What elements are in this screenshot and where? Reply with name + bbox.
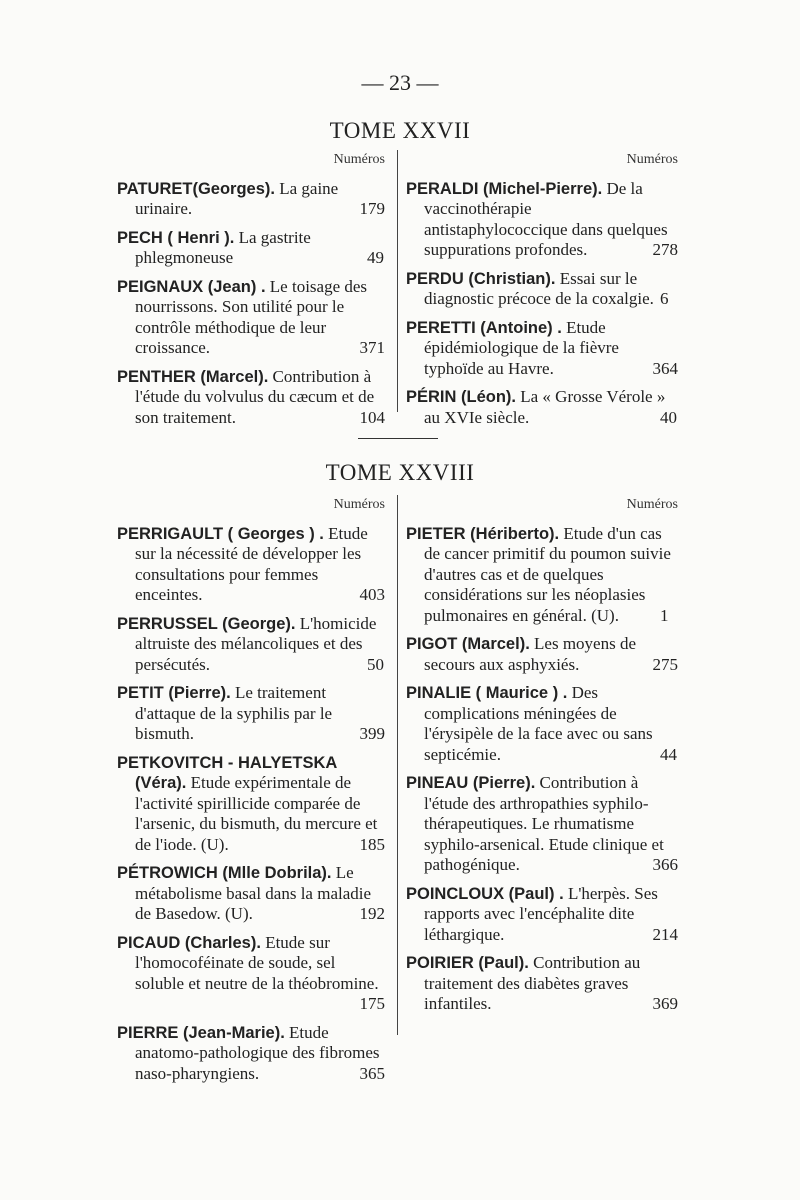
- entry-title: Contribution à l'étude du volvulus du cæcum et de son traitement.: [135, 366, 375, 427]
- tome-title: TOME XXVII: [329, 118, 471, 143]
- entry-number: 179: [359, 199, 385, 218]
- entry-title: Etude d'un cas de cancer primitif du poumon suivie d'autres cas et de quelques considérations sur les néoplasies pulmonaires en général. (U).: [424, 523, 671, 625]
- column-divider: [397, 150, 398, 412]
- entry-title: Essai sur le diagnostic précoce de la coxalgie.: [424, 268, 654, 308]
- left-column: [117, 150, 385, 436]
- entry-author: PERRIGAULT ( Georges ) .: [117, 524, 324, 543]
- index-entry: [406, 179, 678, 261]
- column-header: Numéros: [333, 497, 385, 512]
- entry-number: 403: [359, 585, 385, 604]
- entry-author: PINEAU (Pierre).: [406, 774, 536, 792]
- entry-author: PIETER (Hériberto).: [406, 524, 560, 543]
- entry-author: PEIGNAUX (Jean) .: [117, 277, 266, 296]
- index-entry: PÉRIN (Léon). La « Grosse Vérole » au XVIe siècle. 40: [406, 387, 677, 427]
- entry-author: PICAUD (Charles).: [117, 933, 261, 952]
- entry-title: Les moyens de secours aux asphyxiés.: [424, 634, 637, 674]
- index-entry: [117, 933, 385, 1015]
- entry-title: Etude anatomo-pathologique des fibromes naso-pharyngiens.: [135, 1022, 380, 1083]
- index-entry: PERRUSSEL (George). L'homicide altruiste des mélancoliques et des persécutés. 50: [117, 613, 384, 674]
- entry-number: 175: [359, 994, 385, 1013]
- entry-author: PECH ( Henri ).: [117, 228, 235, 247]
- index-entry: [117, 277, 385, 359]
- entry-author: PATURET(Georges).: [117, 179, 275, 198]
- entry-title: La « Grosse Vérole » au XVIe siècle.: [424, 387, 666, 427]
- entry-author: PERALDI (Michel-Pierre).: [406, 179, 603, 198]
- entry-author: PERRUSSEL (George).: [117, 614, 296, 633]
- entry-author: PIERRE (Jean-Marie).: [117, 1023, 285, 1042]
- entry-author: PERDU (Christian).: [406, 269, 556, 288]
- entry-title: L'herpès. Ses rapports avec l'encéphalite dite léthargique.: [424, 883, 658, 944]
- index-entry: [117, 179, 385, 220]
- entry-number: 399: [359, 724, 385, 743]
- entry-number: 192: [359, 904, 385, 923]
- index-entry: [117, 524, 385, 606]
- entry-author: PINALIE ( Maurice ) .: [406, 684, 568, 702]
- entry-author: PÉTROWICH (Mlle Dobrila).: [117, 864, 332, 882]
- index-entry: [117, 1023, 385, 1085]
- index-entry: [406, 884, 678, 946]
- entry-number: 371: [359, 338, 385, 357]
- column-header: Numéros: [626, 497, 678, 512]
- entry-number: 366: [652, 855, 678, 874]
- entry-author: POINCLOUX (Paul) .: [406, 884, 564, 903]
- entry-author: POIRIER (Paul).: [406, 954, 529, 972]
- entry-title: Le toisage des nourrissons. Son utilité pour le contrôle méthodique de leur croissance.: [135, 276, 368, 357]
- index-entry: [117, 753, 385, 856]
- entry-title: Etude sur l'homocoféinate de soude, sel soluble et neutre de la théobromine.: [135, 932, 379, 993]
- section-divider: [358, 438, 438, 439]
- entry-author: PIGOT (Marcel).: [406, 635, 530, 653]
- entry-number: 214: [652, 924, 678, 944]
- entry-title: Contribution à l'étude des arthropathies syphilo-thérapeutiques. Le rhumatisme syphilo-arsenical. Etude clinique et pathogénique.: [424, 773, 664, 874]
- index-entry: PIETER (Hériberto). Etude d'un cas de cancer primitif du poumon suivie d'autres cas et de quelques considérations sur les néoplasies pulmonaires en général. (U). 1: [406, 523, 671, 625]
- right-column: [406, 495, 678, 1023]
- entry-title: Etude épidémiologique de la fièvre typhoïde au Havre.: [424, 317, 619, 378]
- entry-list: [117, 524, 385, 1085]
- entry-number: 365: [359, 1063, 385, 1083]
- entry-author: PÉRIN (Léon).: [406, 388, 516, 406]
- entry-title: Le traitement d'attaque de la syphilis par le bismuth.: [135, 683, 333, 743]
- index-entry: [117, 683, 385, 745]
- index-entry: PERDU (Christian). Essai sur le diagnostic précoce de la coxalgie. 6: [406, 268, 669, 308]
- entry-number: 104: [359, 407, 385, 427]
- page-number: — 23 —: [361, 70, 439, 95]
- entry-title: Etude expérimentale de l'activité spirillicide comparée de l'arsenic, du bismuth, du mercure et de l'iode. (U).: [135, 773, 378, 854]
- entry-title: L'homicide altruiste des mélancoliques et des persécutés.: [135, 613, 377, 674]
- index-entry: [117, 367, 385, 429]
- index-entry: [406, 634, 678, 675]
- index-entry: [117, 863, 385, 925]
- entry-title: La gaine urinaire.: [135, 178, 339, 218]
- entry-list: [117, 179, 385, 429]
- entry-title: Contribution au traitement des diabètes graves infantiles.: [424, 953, 641, 1013]
- entry-author: PETIT (Pierre).: [117, 684, 231, 702]
- index-entry: PINALIE ( Maurice ) . Des complications méningées de l'érysipèle de la face avec ou sans septicémie. 44: [406, 683, 677, 764]
- entry-title: Le métabolisme basal dans la maladie de Basedow. (U).: [135, 863, 372, 923]
- index-entry: PECH ( Henri ). La gastrite phlegmoneuse 49: [117, 227, 384, 267]
- entry-list: [406, 179, 678, 429]
- entry-list: [406, 524, 678, 1015]
- index-entry: [406, 318, 678, 380]
- index-entry: [406, 773, 678, 876]
- left-column: [117, 495, 385, 1092]
- entry-number: 275: [652, 654, 678, 674]
- entry-number: 185: [359, 834, 385, 854]
- column-header: Numéros: [626, 152, 678, 167]
- entry-title: La gastrite phlegmoneuse: [135, 227, 311, 267]
- index-entry: [406, 953, 678, 1015]
- entry-number: 369: [652, 994, 678, 1013]
- entry-author: PENTHER (Marcel).: [117, 367, 269, 386]
- entry-title: Des complications méningées de l'érysipèle de la face avec ou sans septicémie.: [424, 683, 653, 764]
- entry-title: De la vaccinothérapie antistaphylococcique dans quelques suppurations profondes.: [424, 178, 668, 259]
- entry-author: PETKOVITCH - HALYETSKA (Véra).: [117, 753, 337, 792]
- tome-title: TOME XXVIII: [325, 460, 475, 485]
- entry-author: PERETTI (Antoine) .: [406, 318, 562, 337]
- right-column: [406, 150, 678, 436]
- column-divider: [397, 495, 398, 1035]
- entry-title: Etude sur la nécessité de développer les consultations pour femmes enceintes.: [135, 523, 368, 604]
- entry-number: 364: [652, 358, 678, 378]
- entry-number: 278: [652, 240, 678, 259]
- column-header: Numéros: [333, 152, 385, 167]
